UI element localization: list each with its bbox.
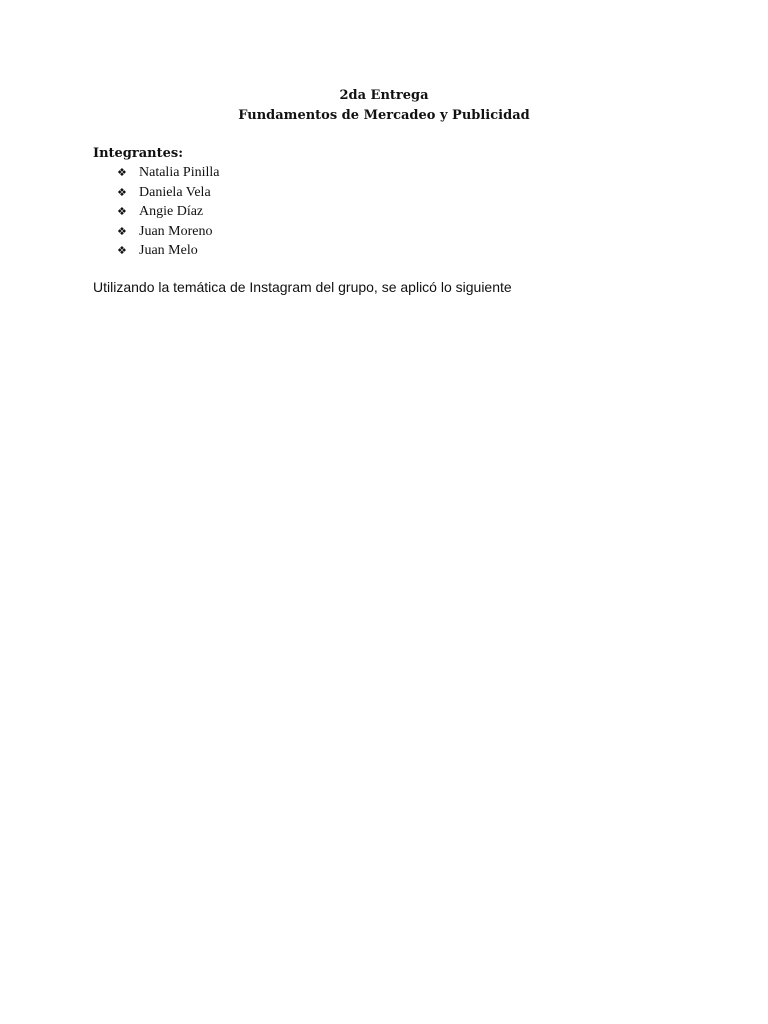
members-list [117, 163, 219, 261]
course-title: Fundamentos de Mercadeo y Publicidad [238, 108, 530, 123]
list-item [117, 222, 219, 242]
member-name: Daniela Vela [139, 184, 211, 200]
member-name: Juan Melo [139, 243, 198, 258]
list-item [117, 241, 219, 261]
document-title [0, 86, 768, 126]
list-item [117, 163, 219, 183]
diamond-bullet-icon: ❖ [117, 205, 127, 218]
intro-paragraph: Utilizando la temática de Instagram del grupo, se aplicó lo siguiente [93, 279, 512, 295]
diamond-bullet-icon: ❖ [117, 166, 127, 179]
diamond-bullet-icon: ❖ [117, 244, 127, 257]
list-item [117, 183, 219, 203]
delivery-title: 2da Entrega [339, 88, 429, 103]
list-item [117, 202, 219, 222]
member-name: Angie Díaz [139, 204, 204, 219]
members-heading: Integrantes: [93, 146, 184, 161]
member-name: Juan Moreno [139, 223, 213, 239]
member-name: Natalia Pinilla [139, 165, 220, 180]
diamond-bullet-icon: ❖ [117, 224, 127, 238]
diamond-bullet-icon: ❖ [117, 185, 127, 199]
